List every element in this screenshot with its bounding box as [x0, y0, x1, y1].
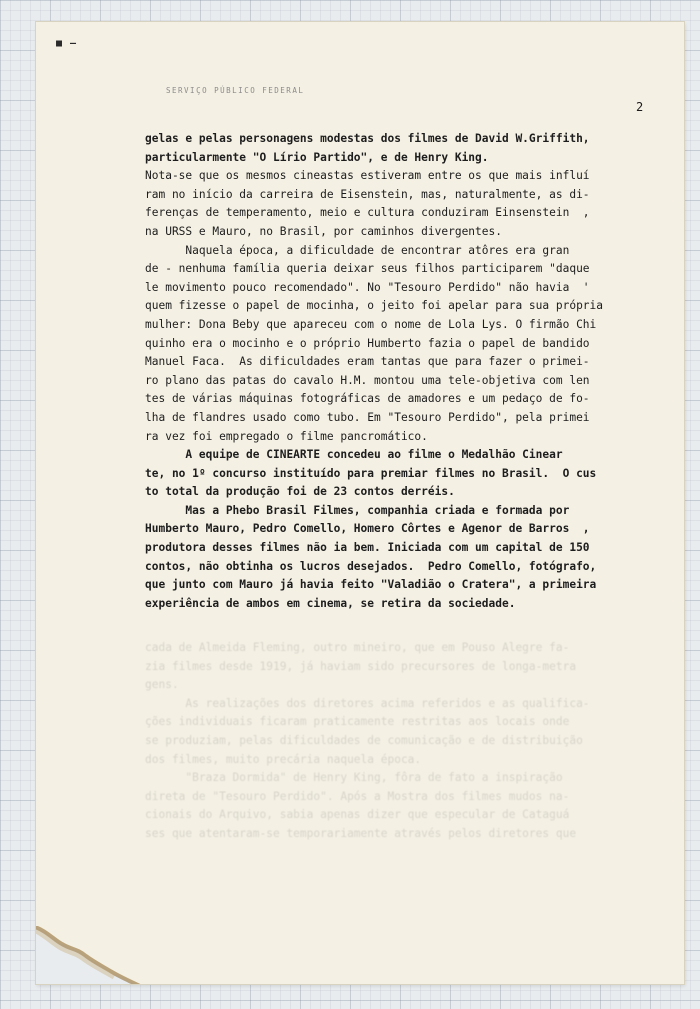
- bleed-through-line: "Braza Dormida" de Henry King, fôra de fato a inspiração: [145, 771, 563, 785]
- text-line: de - nenhuma família queria deixar seus filhos participarem "daque: [145, 262, 590, 276]
- corner-mark: ■ –: [56, 38, 78, 49]
- text-line: to total da produção foi de 23 contos derréis.: [145, 485, 455, 499]
- page-number: 2: [636, 100, 644, 114]
- bleed-through-line: gens.: [145, 678, 179, 692]
- text-line: Manuel Faca. As dificuldades eram tantas que para fazer o primei-: [145, 355, 590, 369]
- text-line: le movimento pouco recomendado". No "Tesouro Perdido" não havia ': [145, 280, 590, 294]
- bleed-through-line: ses que atentaram-se temporariamente através pelos diretores que: [145, 826, 577, 840]
- text-line: experiência de ambos em cinema, se retira da sociedade.: [145, 596, 516, 610]
- text-line: te, no 1º concurso instituído para premiar filmes no Brasil. O cus: [145, 466, 597, 480]
- bleed-through-line: dos filmes, muito precária naquela época.: [145, 752, 422, 766]
- text-line: mulher: Dona Beby que apareceu com o nome de Lola Lys. O firmão Chi: [145, 317, 597, 331]
- text-line: produtora desses filmes não ia bem. Iniciada com um capital de 150: [145, 541, 590, 555]
- text-line: na URSS e Mauro, no Brasil, por caminhos divergentes.: [145, 224, 502, 238]
- typed-body-text: [145, 130, 684, 613]
- text-line: lha de flandres usado como tubo. Em "Tesouro Perdido", pela primei: [145, 410, 590, 424]
- text-line: ro plano das patas do cavalo H.M. montou uma tele-objetiva com len: [145, 373, 590, 387]
- bleed-through-line: cionais do Arquivo, sabia apenas dizer que especular de Cataguá: [145, 808, 570, 822]
- bleed-through-text: [145, 639, 684, 844]
- text-line: Nota-se que os mesmos cineastas estiveram entre os que mais influí: [145, 169, 590, 183]
- bleed-through-line: zia filmes desde 1919, já haviam sido precursores de longa-metra: [145, 659, 577, 673]
- text-line: A equipe de CINEARTE concedeu ao filme o Medalhão Cinear: [145, 448, 563, 462]
- text-line: ferenças de temperamento, meio e cultura conduziram Einsenstein ,: [145, 206, 590, 220]
- bleed-through-line: se produziam, pelas dificuldades de comunicação e de distribuição: [145, 733, 583, 747]
- text-line: quem fizesse o papel de mocinha, o jeito foi apelar para sua própria: [145, 299, 604, 313]
- text-line: Mas a Phebo Brasil Filmes, companhia criada e formada por: [145, 503, 570, 517]
- bleed-through-line: As realizações dos diretores acima referidos e as qualifica-: [145, 696, 590, 710]
- text-line: gelas e pelas personagens modestas dos filmes de David W.Griffith,: [145, 132, 590, 145]
- text-line: Naquela época, a dificuldade de encontrar atôres era gran: [145, 243, 570, 257]
- bleed-through-line: direta de "Tesouro Perdido". Após a Mostra dos filmes mudos na-: [145, 789, 570, 803]
- text-line: que junto com Mauro já havia feito "Valadião o Cratera", a primeira: [145, 578, 597, 592]
- burnt-corner-damage: [36, 926, 144, 984]
- bleed-through-line: ções individuais ficaram praticamente restritas aos locais onde: [145, 715, 570, 729]
- text-line: quinho era o mocinho e o próprio Humberto fazia o papel de bandido: [145, 336, 590, 350]
- text-line: Humberto Mauro, Pedro Comello, Homero Côrtes e Agenor de Barros ,: [145, 522, 590, 536]
- text-line: particularmente "O Lírio Partido", e de Henry King.: [145, 150, 489, 164]
- text-line: tes de várias máquinas fotográficas de amadores e um pedaço de fo-: [145, 392, 590, 406]
- text-line: ram no início da carreira de Eisenstein, mas, naturalmente, as di-: [145, 187, 590, 201]
- document-page: [36, 22, 684, 984]
- document-header: SERVIÇO PÚBLICO FEDERAL: [166, 86, 305, 95]
- text-line: contos, não obtinha os lucros desejados. Pedro Comello, fotógrafo,: [145, 559, 597, 573]
- text-line: ra vez foi empregado o filme pancromático.: [145, 429, 428, 443]
- bleed-through-line: cada de Almeida Fleming, outro mineiro, que em Pouso Alegre fa-: [145, 641, 570, 654]
